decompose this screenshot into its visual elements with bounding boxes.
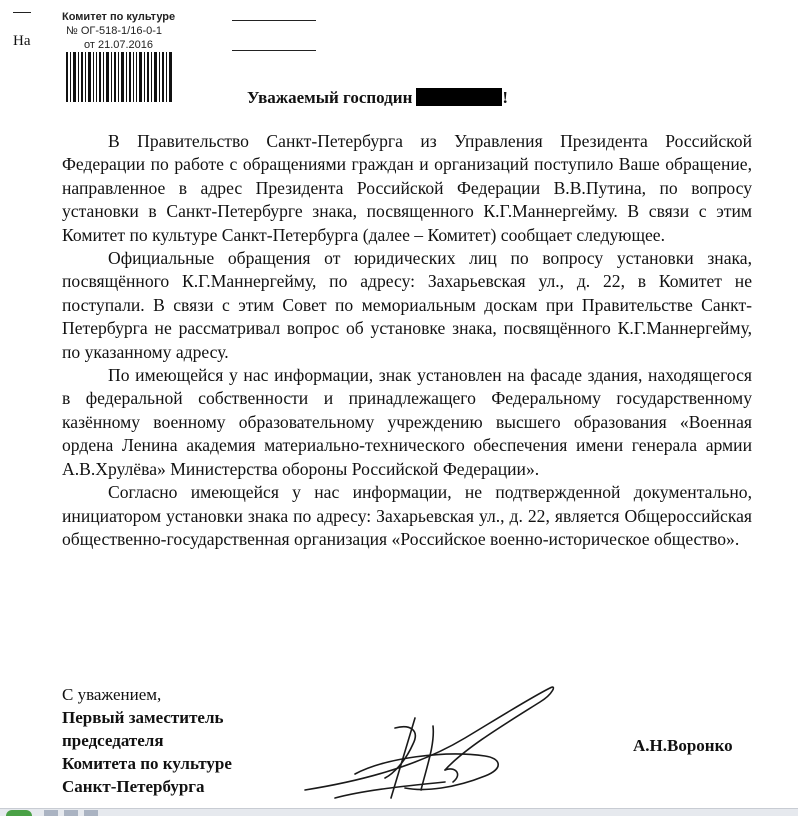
paragraph: В Правительство Санкт-Петербурга из Управления Президента Российской Федерации по работе с обращениями граждан и организаций поступило Ваше обращение, направленное в адрес Президента Российской Федерации В.В.Путина, по вопросу установки в Санкт-Петербурге знака, посвященного К.Г.Маннергейму. В связи с этим Комитет по культуре Санкт-Петербурга (далее – Комитет) сообщает следующее. <box>62 131 752 245</box>
taskbar-app-icon[interactable] <box>64 810 78 816</box>
closing: С уважением, <box>62 685 162 704</box>
letter-body <box>62 130 752 551</box>
taskbar-app-icon[interactable] <box>44 810 58 816</box>
position-line: Санкт-Петербурга <box>62 777 205 796</box>
position-line: председателя <box>62 731 164 750</box>
paragraph: По имеющейся у нас информации, знак установлен на фасаде здания, находящегося в федеральной собственности и принадлежащего Федеральному государственному казённому военному образовательному учреждению высшего образования «Военная ордена Ленина академия материально-технического обеспечения имени генерала армии А.В.Хрулёва» Министерства обороны Российской Федерации». <box>62 365 752 479</box>
paragraph: Согласно имеющейся у нас информации, не подтвержденной документально, инициатором установки знака по адресу: Захарьевская ул., д. 22, является Общероссийская общественно-государственная организация «Российское военно-историческое общество». <box>62 482 752 549</box>
salutation-end: ! <box>502 88 509 107</box>
stamp-organization: Комитет по культуре <box>62 11 176 23</box>
header-line-bottom <box>232 50 316 51</box>
stamp-reg-number: № ОГ-518-1/16-0-1 <box>66 25 163 37</box>
redaction-box <box>416 88 502 106</box>
taskbar-app-icon[interactable] <box>84 810 98 816</box>
na-label: На <box>13 33 31 49</box>
stamp-reg-date: от 21.07.2016 <box>84 39 154 51</box>
salutation <box>247 88 508 108</box>
signer-name: А.Н.Воронко <box>633 736 733 755</box>
header-line-top <box>232 20 316 21</box>
start-button-icon[interactable] <box>6 810 32 816</box>
header-dash <box>13 12 31 13</box>
signature-block <box>62 683 232 798</box>
handwritten-signature <box>295 678 595 808</box>
paragraph: Официальные обращения от юридических лиц по вопросу установки знака, посвящённого К.Г.Маннергейму, по адресу: Захарьевская ул., д. 22, в Комитет не поступали. В связи с этим Совет по мемориальным доскам при Правительстве Санкт-Петербурга не рассматривал вопрос об установке знака, посвящённого К.Г.Маннергейму, по указанному адресу. <box>62 248 752 362</box>
registration-stamp <box>56 10 206 52</box>
position-line: Первый заместитель <box>62 708 224 727</box>
salutation-text: Уважаемый господин <box>247 88 413 107</box>
barcode <box>66 52 174 102</box>
position-line: Комитета по культуре <box>62 754 232 773</box>
